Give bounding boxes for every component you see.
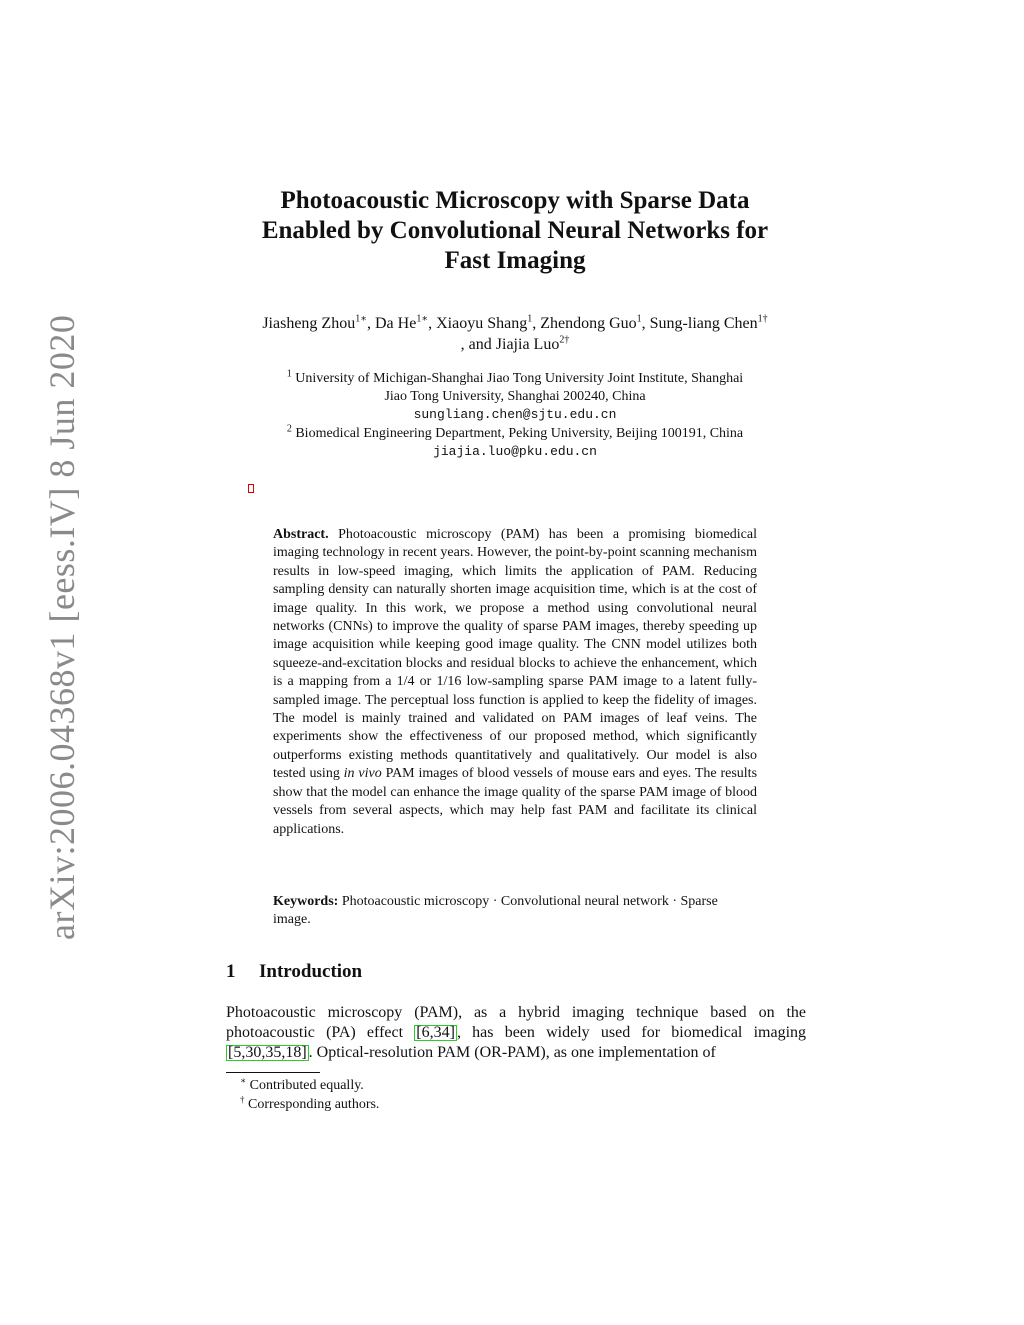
link-marker-box[interactable] (248, 484, 254, 493)
keywords (273, 893, 757, 930)
affiliation-number: 2 (286, 423, 292, 435)
email-link[interactable]: jiajia.luo@pku.edu.cn (433, 444, 597, 459)
author-list: Jiasheng Zhou$^{1∗}$, Da $He^{1∗}$, Xiaoyu Shang$^1$, Zhendong Guo$^1$, Sung-liang Chen$^{1\dagger}$ (262, 313, 768, 332)
affiliation-number: 1 (286, 368, 292, 380)
footnote-rule (226, 1072, 320, 1073)
author: Xiaoyu Shang$^1$ (436, 313, 533, 332)
author-continuation: , and (460, 336, 496, 353)
affiliation-text-line-2: Jiao Tong University, Shanghai 200240, China (384, 389, 646, 404)
title-line-3: Fast Imaging (444, 247, 586, 274)
author: Da $He^{1∗}$ (375, 313, 429, 332)
section-heading (226, 960, 626, 984)
affiliation-2 (230, 425, 800, 461)
author: Jiasheng Zhou$^{1∗}$ (262, 313, 367, 332)
citation-link[interactable]: [5,30,35,18] (228, 1044, 307, 1061)
affiliation-text: University of Michigan-Shanghai Jiao Tong University Joint Institute, Shanghai (295, 371, 744, 386)
affiliation-text: Biomedical Engineering Department, Peking University, Beijing 100191, China (295, 426, 744, 441)
keywords-label: Keywords: (273, 894, 339, 909)
abstract-italic: in vivo (343, 766, 382, 782)
section-number: 1 (226, 961, 236, 982)
abstract-label: Abstract. (273, 527, 329, 542)
abstract (273, 526, 757, 839)
title-line-1: Photoacoustic Microscopy with Sparse Data (280, 187, 750, 214)
intro-paragraph: Photoacoustic microscopy (PAM), as a hybrid imaging technique based on the photoacoustic (PA) effect [6,34] , has been widely used for biomedical imaging [5,30,35,18] . Optical-resolution PAM (OR-PAM), as one implementation of (226, 1004, 807, 1061)
affiliation-1 (230, 370, 800, 424)
abstract-text: Photoacoustic microscopy (PAM) has been a promising biomedical imaging technology in recent years. However, the point-by-point scanning mechanism results in low-speed imaging, which limits the application of PAM. Reducing sampling density can naturally shorten image acquisition time, which is at the cost of image quality. In this work, we propose a method using convolutional neural networks (CNNs) to improve the quality of sparse PAM images, thereby speeding up image acquisition while keeping good image quality. The CNN model utilizes both squeeze-and-excitation blocks and residual blocks to achieve the enhancement, which is a mapping from a 1/4 or 1/16 low-sampling sparse PAM image to a latent fully-sampled image. The perceptual loss function is applied to keep the fidelity of images. The model is mainly trained and validated on PAM images of leaf veins. The experiments show the effectiveness of our proposed method, which significantly outperforms existing methods quantitatively and qualitatively. Our model is also tested using (273, 527, 757, 782)
author-list-line-2 (220, 334, 810, 355)
title-line-2: Enabled by Convolutional Neural Networks for (261, 217, 769, 244)
section-title: Introduction (259, 961, 363, 982)
footnote: ∗ Contributed equally. (240, 1075, 364, 1093)
author: Zhendong Guo$^1$ (540, 313, 642, 332)
email-link[interactable]: sungliang.chen@sjtu.edu.cn (413, 407, 617, 422)
paper-title (200, 186, 830, 276)
arxiv-stamp: arXiv:2006.04368v1 [eess.IV] 8 Jun 2020 (42, 314, 82, 940)
author: Sung-liang Chen$^{1\dagger}$ (649, 313, 768, 332)
footnote: † Corresponding authors. (240, 1094, 380, 1112)
author: Jiajia Luo$^{2\dagger}$ (495, 334, 570, 353)
keywords-text: Photoacoustic microscopy · Convolutional neural network · Sparse image. (273, 894, 718, 928)
abstract-text-end: PAM images of blood vessels of mouse ears and eyes. The results show that the model can enhance the image quality of the sparse PAM image of blood vessels from several aspects, which may help fast PAM and facilitate its clinical applications. (273, 766, 758, 837)
citation-link[interactable]: [6,34] (416, 1024, 455, 1041)
